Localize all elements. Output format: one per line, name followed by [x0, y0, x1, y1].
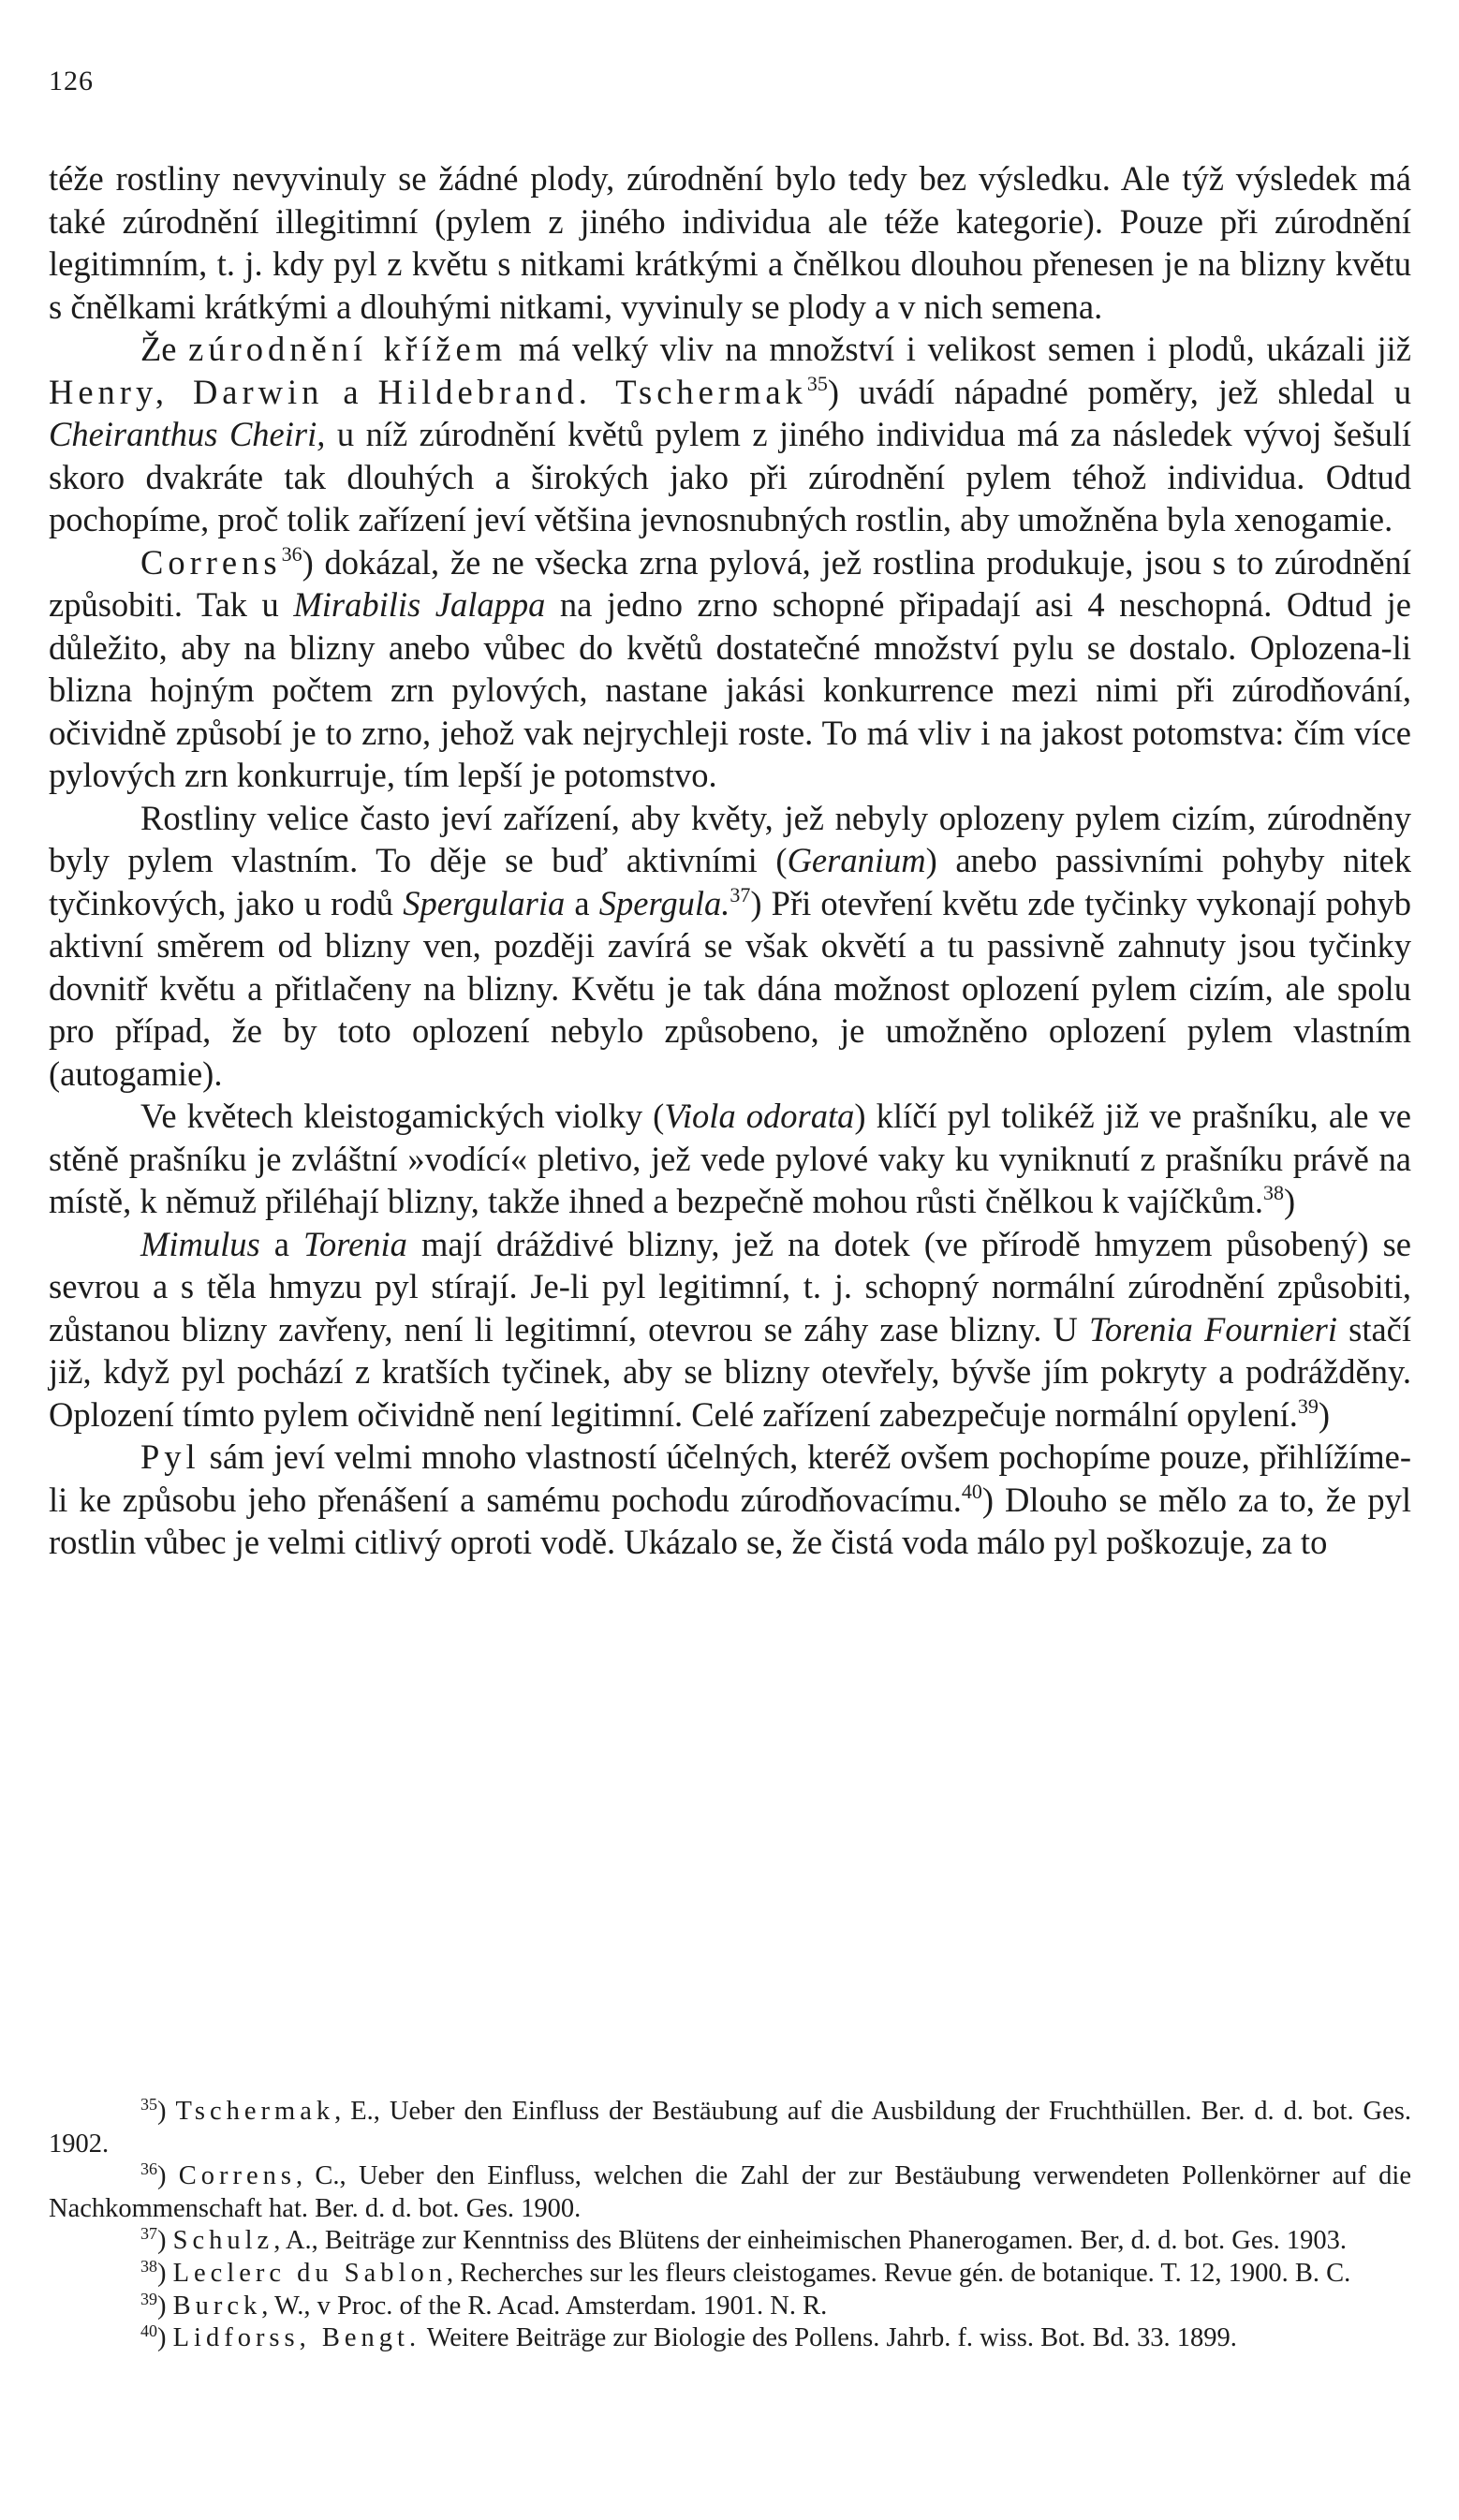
footnote-number: 40	[140, 2321, 157, 2341]
emphasis-text: zúrodnění křížem	[188, 330, 508, 368]
footnote-number: 37	[140, 2224, 157, 2244]
paragraph-2: Že zúrodnění křížem má velký vliv na množství i velikost semen i plodů, ukázali již Henry, Darwin a Hildebrand. Tschermak$^{35}$) uvádí nápadné poměry, jež shledal u Cheiranthus Cheiri, u níž zúrodnění květů pylem z jiného individua má za následek vývoj šešulí skoro dvakráte tak dlouhých a širokých jako při zúrodnění pylem téhož individua. Odtud pochopíme, proč tolik zařízení jeví většina jevnosnubných rostlin, aby umožněna byla xenogamie.	[49, 330, 1412, 538]
footnote-author: Burck	[172, 2291, 262, 2321]
footnote-number: 38	[140, 2256, 157, 2276]
author-name: Correns	[140, 542, 282, 582]
footnote-author: Leclerc du Sablon	[172, 2258, 447, 2288]
footnote-text: , C., Ueber den Einfluss, welchen die Zahl der zur Bestäubung verwendeten Pollenkörner auf die Nachkommenschaft hat. Ber. d. d. bot. Ges. 1900.	[49, 2161, 1411, 2223]
footnote-author: Lidforss, Bengt.	[172, 2323, 421, 2353]
footnote-text: , E., Ueber den Einfluss der Bestäubung auf die Ausbildung der Fruchthüllen. Ber. d. d. bot. Ges. 1902.	[49, 2097, 1411, 2159]
footnote-ref: 37	[730, 882, 751, 906]
species-name: Cheiranthus Cheiri,	[49, 415, 326, 453]
footnote-ref: 35	[806, 371, 828, 395]
emphasis-text: Pyl	[140, 1437, 200, 1476]
footnote-text: Weitere Beiträge zur Biologie des Pollens. Jahrb. f. wiss. Bot. Bd. 33. 1899.	[420, 2323, 1237, 2353]
footnote-text: , Recherches sur les fleurs cleistogames. Revue gén. de botanique. T. 12, 1900. B. C.	[446, 2258, 1351, 2288]
footnote-ref: 36	[281, 541, 302, 566]
paragraph-4: Rostliny velice často jeví zařízení, aby květy, jež nebyly oplozeny pylem cizím, zúrodněny byly pylem vlastním. To děje se buď aktivními (Geranium) anebo passivními pohyby nitek tyčinkových, jako u rodů Spergularia a Spergula.$^{37}$) Při otevření květu zde tyčinky vykonají pohyb aktivní směrem od blizny ven, později zavírá se však okvětí a tu passivně zahnuty jsou tyčinky dovnitř květu a přitlačeny na blizny. Květu je tak dána možnost oplození pylem cizím, ale spolu pro případ, že by toto oplození nebylo způsobeno, je umožněno oplození pylem vlastním (autogamie).	[49, 798, 1412, 1093]
species-name: Viola odorata	[664, 1097, 855, 1135]
paragraph-5: Ve květech kleistogamických violky (Viola odorata) klíčí pyl tolikéž již ve prašníku, ale ve stěně prašníku je zvláštní »vodící« pletivo, jež vede pylové vaky ku vyniknutí z prašníku právě na místě, k němuž přiléhají blizny, takže ihned a bezpečně mohou růsti čnělkou k vajíčkům.$^{38}$)	[49, 1097, 1411, 1220]
paragraph-1: téže rostliny nevyvinuly se žádné plody, zúrodnění bylo tedy bez výsledku. Ale týž výsledek má také zúrodnění illegitimní (pylem z jiného individua ale téže kategorie). Pouze při zúrodnění legitimním, t. j. kdy pyl z květu s nitkami krátkými a čnělkou dlouhou přenesen je na blizny květu s čnělkami krátkými a dlouhými nitkami, vyvinuly se plody a v nich semena.	[49, 159, 1411, 326]
footnote-number: 35	[140, 2095, 157, 2114]
body-text	[49, 157, 1411, 1564]
footnote-number: 39	[140, 2289, 157, 2308]
genus-name: Mimulus	[140, 1224, 260, 1263]
footnote: $^{37}$) Schulz, A., Beiträge zur Kenntniss des Blütens der einheimischen Phanerogamen. Ber, d. d. bot. Ges. 1903.	[140, 2224, 1347, 2256]
footnote: $^{36}$) Correns, C., Ueber den Einfluss, welchen die Zahl der zur Bestäubung verwendeten Pollenkörner auf die Nachkommenschaft hat. Ber. d. d. bot. Ges. 1900.	[49, 2159, 1411, 2223]
genus-name: Spergularia	[403, 883, 566, 922]
footnote-text: , W., v Proc. of the R. Acad. Amsterdam. 1901. N. R.	[261, 2291, 828, 2321]
footnotes	[49, 2096, 1411, 2355]
paragraph-7: Pyl sám jeví velmi mnoho vlastností účelných, kteréž ovšem pochopíme pouze, přihlížíme-li ke způsobu jeho přenášení a samému pochodu zúrodňovacímu.$^{40}$) Dlouho se mělo za to, že pyl rostlin vůbec je velmi citlivý oproti vodě. Ukázalo se, že čistá voda málo pyl poškozuje, za to	[49, 1437, 1411, 1561]
footnote: $^{40}$) Lidforss, Bengt. Weitere Beiträge zur Biologie des Pollens. Jahrb. f. wiss. Bot. Bd. 33. 1899.	[140, 2321, 1237, 2353]
paragraph-6: Mimulus a Torenia mají dráždivé blizny, jež na dotek (ve přírodě hmyzem působený) se sevrou a s těla hmyzu pyl stírají. Je-li pyl legitimní, t. j. schopný normální zúrodnění způsobiti, zůstanou blizny zavřeny, není li legitimní, otevrou se záhy zase blizny. U Torenia Fournieri stačí již, když pyl pochází z kratších tyčinek, aby se blizny otevřely, bývše jím pokryty a podrážděny. Oplození tímto pylem očividně není legitimní. Celé zařízení zabezpečuje normální opylení.$^{39}$)	[49, 1224, 1412, 1434]
footnote-author: Correns	[178, 2161, 297, 2191]
paragraph-3: Correns$^{36}$) dokázal, že ne všecka zrna pylová, jež rostlina produkuje, jsou s to zúrodnění způsobiti. Tak u Mirabilis Jalappa na jedno zrno schopné připadají asi 4 neschopná. Odtud je důležito, aby na blizny anebo vůbec do květů dostatečné množství pylu se dostalo. Oplozena-li blizna hojným počtem zrn pylových, nastane jakási konkurrence mezi nimi při zúrodňování, očividně způsobí je to zrno, jehož vak nejrychleji roste. To má vliv i na jakost potomstva: čím více pylových zrn konkurruje, tím lepší je potomstvo.	[49, 541, 1411, 794]
footnote: $^{35}$) Tschermak, E., Ueber den Einfluss der Bestäubung auf die Ausbildung der Fruchthüllen. Ber. d. d. bot. Ges. 1902.	[49, 2095, 1411, 2159]
genus-name: Geranium	[787, 841, 926, 879]
footnote-author: Schulz	[172, 2226, 274, 2256]
footnote: $^{38}$) Leclerc du Sablon, Recherches sur les fleurs cleistogames. Revue gén. de botanique. T. 12, 1900. B. C.	[140, 2256, 1351, 2288]
footnote-ref: 40	[961, 1479, 982, 1503]
footnote-text: , A., Beiträge zur Kenntniss des Blütens der einheimischen Phanerogamen. Ber, d. d. bot. Ges. 1903.	[273, 2226, 1347, 2256]
species-name: Mirabilis Jalappa	[293, 585, 546, 624]
author-name: Hildebrand. Tschermak	[377, 372, 807, 411]
footnote-number: 36	[140, 2159, 157, 2179]
author-name: Henry, Darwin	[49, 372, 324, 411]
genus-name: Spergula.	[598, 883, 730, 922]
footnote: $^{39}$) Burck, W., v Proc. of the R. Acad. Amsterdam. 1901. N. R.	[140, 2289, 828, 2321]
genus-name: Torenia	[303, 1224, 407, 1263]
footnote-ref: 38	[1263, 1181, 1285, 1204]
footnote-author: Tschermak	[175, 2097, 335, 2126]
page-number: 126	[49, 66, 94, 96]
species-name: Torenia Fournieri	[1088, 1309, 1337, 1348]
footnote-ref: 39	[1297, 1393, 1319, 1418]
